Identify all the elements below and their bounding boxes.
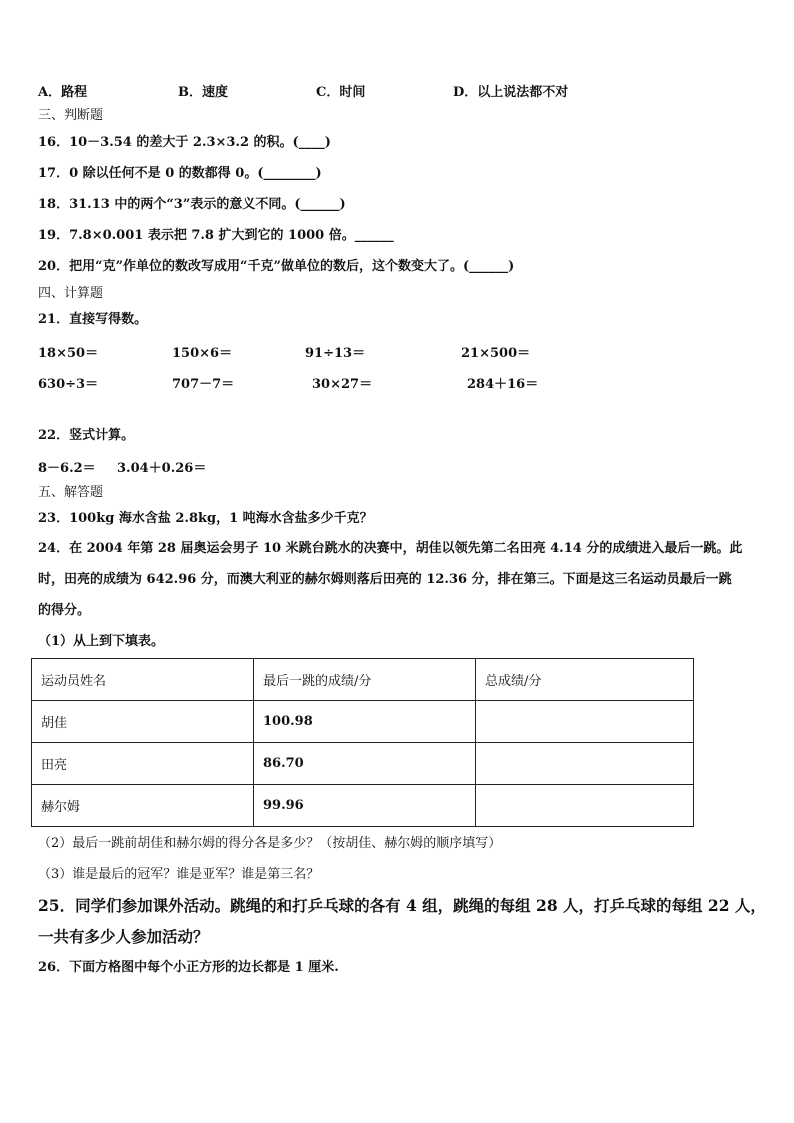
table-header-row — [32, 659, 694, 701]
question-24-part-1: （1）从上到下填表。 — [38, 634, 165, 649]
last-dive-score-cell: 86.70 — [254, 743, 476, 785]
calc-item: 21×500＝ — [461, 346, 531, 361]
calc-item: 284＋16＝ — [467, 377, 539, 392]
question-24-line-1: 24．在 2004 年第 28 届奥运会男子 10 米跳台跳水的决赛中，胡佳以领先第二名田亮 4.14 分的成绩进入最后一跳。此 — [38, 541, 743, 556]
table-header-cell: 最后一跳的成绩/分 — [254, 659, 476, 701]
athlete-name-cell: 胡佳 — [32, 701, 254, 743]
vertical-calc-item: 8－6.2＝ — [38, 461, 96, 476]
section-title-judgement: 三、判断题 — [38, 108, 104, 123]
option-c: C．时间 — [316, 85, 366, 100]
question-19: 19．7.8×0.001 表示把 7.8 扩大到它的 1000 倍。______ — [38, 228, 394, 243]
vertical-calc-item: 3.04＋0.26＝ — [117, 461, 207, 476]
question-25-line-2: 一共有多少人参加活动？ — [38, 927, 209, 946]
section-title-calculation: 四、计算题 — [38, 286, 104, 301]
question-21-stem: 21．直接写得数。 — [38, 312, 148, 327]
question-17: 17．0 除以任何不是 0 的数都得 0。(________) — [38, 166, 322, 181]
total-score-cell[interactable] — [476, 785, 694, 827]
calc-item: 91÷13＝ — [305, 346, 366, 361]
total-score-cell[interactable] — [476, 701, 694, 743]
question-20: 20．把用“克”作单位的数改写成用“千克”做单位的数后，这个数变大了。(______) — [38, 259, 515, 274]
option-a: A．路程 — [38, 85, 88, 100]
calc-item: 630÷3＝ — [38, 377, 99, 392]
total-score-cell[interactable] — [476, 743, 694, 785]
calc-item: 30×27＝ — [312, 377, 373, 392]
question-24-part-3: （3）谁是最后的冠军？谁是亚军？谁是第三名？ — [38, 867, 320, 882]
section-title-word-problems: 五、解答题 — [38, 485, 104, 500]
question-24-line-2: 时，田亮的成绩为 642.96 分，而澳大利亚的赫尔姆则落后田亮的 12.36 分，排在第三。下面是这三名运动员最后一跳 — [38, 572, 732, 587]
question-24-line-3: 的得分。 — [38, 603, 91, 618]
question-24-part-2: （2）最后一跳前胡佳和赫尔姆的得分各是多少？（按胡佳、赫尔姆的顺序填写） — [38, 836, 502, 851]
question-18: 18．31.13 中的两个“3”表示的意义不同。(______) — [38, 197, 346, 212]
table-header-cell: 运动员姓名 — [32, 659, 254, 701]
last-dive-score-cell: 99.96 — [254, 785, 476, 827]
question-22-stem: 22．竖式计算。 — [38, 428, 135, 443]
option-b: B．速度 — [178, 85, 228, 100]
question-23: 23．100kg 海水含盐 2.8kg，1 吨海水含盐多少千克？ — [38, 511, 373, 526]
option-d: D．以上说法都不对 — [453, 85, 569, 100]
athlete-name-cell: 赫尔姆 — [32, 785, 254, 827]
table-header-cell: 总成绩/分 — [476, 659, 694, 701]
calc-item: 707－7＝ — [172, 377, 235, 392]
table-row — [32, 743, 694, 785]
score-table — [31, 658, 694, 827]
question-25-line-1: 25．同学们参加课外活动。跳绳的和打乒乓球的各有 4 组，跳绳的每组 28 人，打乒乓球的每组 22 人， — [38, 896, 766, 915]
table-row — [32, 701, 694, 743]
table-row — [32, 785, 694, 827]
question-16: 16．10－3.54 的差大于 2.3×3.2 的积。(____) — [38, 135, 331, 150]
athlete-name-cell: 田亮 — [32, 743, 254, 785]
last-dive-score-cell: 100.98 — [254, 701, 476, 743]
calc-item: 18×50＝ — [38, 346, 99, 361]
question-26: 26．下面方格图中每个小正方形的边长都是 1 厘米. — [38, 960, 339, 975]
calc-item: 150×6＝ — [172, 346, 233, 361]
